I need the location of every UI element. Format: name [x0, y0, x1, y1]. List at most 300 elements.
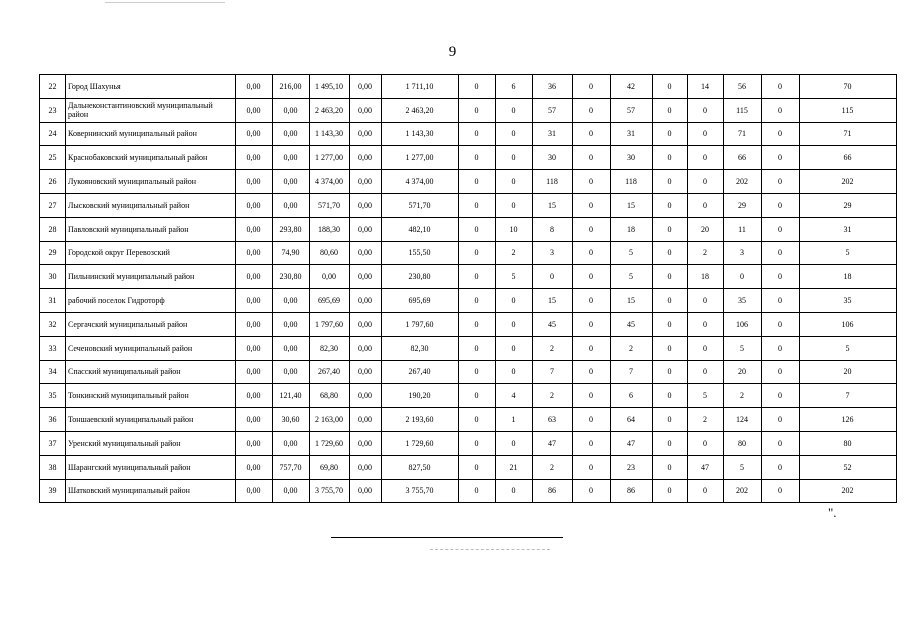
value-cell: 0 — [762, 408, 800, 432]
value-cell: 0 — [762, 75, 800, 99]
value-cell: 0 — [762, 265, 800, 289]
value-cell: 0 — [459, 360, 496, 384]
municipality-name-cell: Лукояновский муниципальный район — [66, 170, 236, 194]
value-cell: 3 — [533, 241, 573, 265]
value-cell: 0 — [688, 479, 724, 503]
value-cell: 0,00 — [350, 408, 382, 432]
value-cell: 216,00 — [273, 75, 310, 99]
row-number-cell: 38 — [40, 455, 66, 479]
value-cell: 571,70 — [382, 193, 459, 217]
value-cell: 20 — [688, 217, 724, 241]
value-cell: 0,00 — [236, 336, 273, 360]
value-cell: 0 — [762, 289, 800, 313]
value-cell: 0,00 — [350, 98, 382, 122]
table-row — [40, 479, 897, 503]
value-cell: 0 — [573, 146, 611, 170]
value-cell: 0 — [459, 336, 496, 360]
value-cell: 0 — [653, 193, 688, 217]
value-cell: 0 — [653, 336, 688, 360]
value-cell: 69,80 — [310, 455, 350, 479]
value-cell: 0 — [688, 431, 724, 455]
row-number-cell: 35 — [40, 384, 66, 408]
value-cell: 2 — [533, 455, 573, 479]
municipality-name-cell: Городской округ Перевозский — [66, 241, 236, 265]
value-cell: 4 — [496, 384, 533, 408]
value-cell: 0 — [459, 408, 496, 432]
value-cell: 115 — [800, 98, 897, 122]
scan-artifact-line — [430, 549, 550, 550]
value-cell: 0,00 — [236, 289, 273, 313]
value-cell: 0 — [496, 431, 533, 455]
value-cell: 2 463,20 — [382, 98, 459, 122]
value-cell: 0 — [688, 312, 724, 336]
value-cell: 2 — [533, 384, 573, 408]
value-cell: 30 — [533, 146, 573, 170]
value-cell: 21 — [496, 455, 533, 479]
value-cell: 0 — [573, 75, 611, 99]
value-cell: 0 — [688, 360, 724, 384]
value-cell: 267,40 — [310, 360, 350, 384]
value-cell: 0,00 — [350, 265, 382, 289]
value-cell: 0,00 — [350, 336, 382, 360]
value-cell: 0 — [496, 479, 533, 503]
value-cell: 2 — [688, 408, 724, 432]
value-cell: 0 — [724, 265, 762, 289]
municipality-name-cell: Тонкинский муниципальный район — [66, 384, 236, 408]
value-cell: 11 — [724, 217, 762, 241]
value-cell: 31 — [611, 122, 653, 146]
municipality-name-cell: Шарангский муниципальный район — [66, 455, 236, 479]
value-cell: 267,40 — [382, 360, 459, 384]
municipality-name-cell: Спасский муниципальный район — [66, 360, 236, 384]
value-cell: 0,00 — [350, 146, 382, 170]
value-cell: 23 — [611, 455, 653, 479]
value-cell: 0,00 — [236, 193, 273, 217]
table-body — [40, 75, 897, 503]
value-cell: 47 — [688, 455, 724, 479]
value-cell: 6 — [611, 384, 653, 408]
value-cell: 0 — [573, 193, 611, 217]
value-cell: 0,00 — [236, 455, 273, 479]
value-cell: 0,00 — [236, 360, 273, 384]
value-cell: 0 — [459, 122, 496, 146]
value-cell: 0 — [496, 193, 533, 217]
value-cell: 202 — [800, 479, 897, 503]
value-cell: 0,00 — [236, 431, 273, 455]
value-cell: 0,00 — [236, 217, 273, 241]
value-cell: 31 — [800, 217, 897, 241]
value-cell: 15 — [533, 193, 573, 217]
table-row — [40, 217, 897, 241]
value-cell: 0 — [653, 479, 688, 503]
value-cell: 80,60 — [310, 241, 350, 265]
value-cell: 0 — [762, 98, 800, 122]
value-cell: 0 — [762, 455, 800, 479]
value-cell: 0 — [762, 122, 800, 146]
value-cell: 0 — [459, 384, 496, 408]
value-cell: 0 — [573, 265, 611, 289]
value-cell: 0 — [573, 479, 611, 503]
value-cell: 0 — [496, 289, 533, 313]
value-cell: 0,00 — [236, 98, 273, 122]
data-table — [39, 74, 897, 503]
value-cell: 0 — [762, 360, 800, 384]
table-row — [40, 360, 897, 384]
value-cell: 0 — [653, 431, 688, 455]
table-row — [40, 122, 897, 146]
value-cell: 1 797,60 — [310, 312, 350, 336]
value-cell: 18 — [800, 265, 897, 289]
table-row — [40, 431, 897, 455]
value-cell: 190,20 — [382, 384, 459, 408]
value-cell: 230,80 — [273, 265, 310, 289]
value-cell: 0 — [496, 336, 533, 360]
value-cell: 0 — [762, 479, 800, 503]
value-cell: 0,00 — [273, 146, 310, 170]
table-row — [40, 384, 897, 408]
value-cell: 0 — [496, 122, 533, 146]
value-cell: 30,60 — [273, 408, 310, 432]
value-cell: 0 — [653, 241, 688, 265]
value-cell: 0 — [496, 312, 533, 336]
value-cell: 20 — [800, 360, 897, 384]
value-cell: 0,00 — [236, 408, 273, 432]
value-cell: 0 — [459, 241, 496, 265]
value-cell: 18 — [688, 265, 724, 289]
value-cell: 1 143,30 — [310, 122, 350, 146]
value-cell: 71 — [800, 122, 897, 146]
value-cell: 0 — [653, 312, 688, 336]
value-cell: 0,00 — [273, 289, 310, 313]
value-cell: 0 — [653, 146, 688, 170]
scan-artifact-line — [105, 2, 225, 3]
row-number-cell: 31 — [40, 289, 66, 313]
value-cell: 0,00 — [350, 431, 382, 455]
value-cell: 0,00 — [273, 122, 310, 146]
table-row — [40, 241, 897, 265]
value-cell: 0 — [762, 170, 800, 194]
value-cell: 7 — [611, 360, 653, 384]
value-cell: 1 277,00 — [310, 146, 350, 170]
value-cell: 124 — [724, 408, 762, 432]
table-row — [40, 408, 897, 432]
value-cell: 1 143,30 — [382, 122, 459, 146]
value-cell: 0 — [688, 193, 724, 217]
value-cell: 5 — [800, 241, 897, 265]
value-cell: 2 463,20 — [310, 98, 350, 122]
value-cell: 0,00 — [350, 360, 382, 384]
value-cell: 0 — [573, 241, 611, 265]
value-cell: 5 — [688, 384, 724, 408]
value-cell: 5 — [800, 336, 897, 360]
value-cell: 0,00 — [350, 479, 382, 503]
value-cell: 82,30 — [382, 336, 459, 360]
value-cell: 0 — [762, 193, 800, 217]
value-cell: 80 — [800, 431, 897, 455]
value-cell: 0 — [762, 431, 800, 455]
value-cell: 18 — [611, 217, 653, 241]
value-cell: 57 — [533, 98, 573, 122]
value-cell: 118 — [533, 170, 573, 194]
page-number: 9 — [448, 44, 457, 60]
municipality-name-cell: Краснобаковский муниципальный район — [66, 146, 236, 170]
value-cell: 106 — [800, 312, 897, 336]
value-cell: 0 — [762, 146, 800, 170]
value-cell: 0 — [688, 146, 724, 170]
value-cell: 0 — [653, 408, 688, 432]
value-cell: 126 — [800, 408, 897, 432]
municipality-name-cell: Пильнинский муниципальный район — [66, 265, 236, 289]
value-cell: 2 — [724, 384, 762, 408]
value-cell: 15 — [533, 289, 573, 313]
value-cell: 35 — [724, 289, 762, 313]
value-cell: 3 755,70 — [310, 479, 350, 503]
value-cell: 5 — [611, 241, 653, 265]
value-cell: 5 — [611, 265, 653, 289]
table-row — [40, 146, 897, 170]
value-cell: 0 — [573, 336, 611, 360]
row-number-cell: 33 — [40, 336, 66, 360]
table-row — [40, 98, 897, 122]
value-cell: 1 277,00 — [382, 146, 459, 170]
value-cell: 0,00 — [350, 241, 382, 265]
value-cell: 0 — [762, 384, 800, 408]
value-cell: 0 — [762, 312, 800, 336]
value-cell: 7 — [800, 384, 897, 408]
value-cell: 0 — [653, 122, 688, 146]
value-cell: 0 — [573, 289, 611, 313]
value-cell: 0,00 — [236, 75, 273, 99]
value-cell: 29 — [800, 193, 897, 217]
value-cell: 0,00 — [273, 170, 310, 194]
value-cell: 0 — [688, 170, 724, 194]
value-cell: 7 — [533, 360, 573, 384]
municipality-name-cell: Шатковский муниципальный район — [66, 479, 236, 503]
value-cell: 0,00 — [236, 265, 273, 289]
value-cell: 0 — [459, 479, 496, 503]
value-cell: 2 163,00 — [310, 408, 350, 432]
value-cell: 80 — [724, 431, 762, 455]
table-row — [40, 289, 897, 313]
value-cell: 0,00 — [236, 384, 273, 408]
value-cell: 45 — [611, 312, 653, 336]
value-cell: 0 — [459, 217, 496, 241]
value-cell: 0,00 — [236, 312, 273, 336]
value-cell: 0,00 — [273, 312, 310, 336]
value-cell: 0 — [573, 217, 611, 241]
value-cell: 0 — [459, 312, 496, 336]
value-cell: 29 — [724, 193, 762, 217]
value-cell: 2 — [611, 336, 653, 360]
value-cell: 0 — [762, 241, 800, 265]
value-cell: 1 729,60 — [310, 431, 350, 455]
value-cell: 0 — [653, 384, 688, 408]
row-number-cell: 29 — [40, 241, 66, 265]
value-cell: 0 — [496, 170, 533, 194]
row-number-cell: 22 — [40, 75, 66, 99]
value-cell: 0 — [459, 265, 496, 289]
value-cell: 0 — [653, 98, 688, 122]
value-cell: 0,00 — [273, 336, 310, 360]
value-cell: 827,50 — [382, 455, 459, 479]
value-cell: 10 — [496, 217, 533, 241]
value-cell: 0 — [573, 431, 611, 455]
value-cell: 14 — [688, 75, 724, 99]
row-number-cell: 23 — [40, 98, 66, 122]
table-row — [40, 455, 897, 479]
value-cell: 45 — [533, 312, 573, 336]
value-cell: 0 — [459, 98, 496, 122]
value-cell: 0 — [762, 217, 800, 241]
value-cell: 0,00 — [350, 455, 382, 479]
value-cell: 2 — [688, 241, 724, 265]
municipality-name-cell: Лысковский муниципальный район — [66, 193, 236, 217]
value-cell: 15 — [611, 193, 653, 217]
value-cell: 1 729,60 — [382, 431, 459, 455]
row-number-cell: 30 — [40, 265, 66, 289]
closing-quote: ". — [828, 505, 837, 520]
value-cell: 0 — [573, 312, 611, 336]
row-number-cell: 27 — [40, 193, 66, 217]
municipality-name-cell: Уренский муниципальный район — [66, 431, 236, 455]
value-cell: 202 — [724, 479, 762, 503]
value-cell: 35 — [800, 289, 897, 313]
value-cell: 4 374,00 — [382, 170, 459, 194]
municipality-name-cell: Город Шахунья — [66, 75, 236, 99]
value-cell: 571,70 — [310, 193, 350, 217]
value-cell: 0 — [573, 98, 611, 122]
value-cell: 0,00 — [350, 122, 382, 146]
value-cell: 30 — [611, 146, 653, 170]
value-cell: 155,50 — [382, 241, 459, 265]
municipality-name-cell: Дальнеконстантиновский муниципальный район — [66, 98, 236, 122]
row-number-cell: 25 — [40, 146, 66, 170]
value-cell: 202 — [724, 170, 762, 194]
value-cell: 2 — [496, 241, 533, 265]
row-number-cell: 26 — [40, 170, 66, 194]
table-row — [40, 170, 897, 194]
municipality-name-cell: Сергачский муниципальный район — [66, 312, 236, 336]
value-cell: 0 — [573, 360, 611, 384]
value-cell: 5 — [724, 455, 762, 479]
value-cell: 70 — [800, 75, 897, 99]
value-cell: 0,00 — [236, 170, 273, 194]
value-cell: 0 — [653, 265, 688, 289]
value-cell: 121,40 — [273, 384, 310, 408]
value-cell: 64 — [611, 408, 653, 432]
value-cell: 0,00 — [273, 479, 310, 503]
value-cell: 0 — [653, 75, 688, 99]
municipality-name-cell: Тоншаевский муниципальный район — [66, 408, 236, 432]
value-cell: 0 — [496, 360, 533, 384]
value-cell: 66 — [800, 146, 897, 170]
value-cell: 52 — [800, 455, 897, 479]
value-cell: 0,00 — [236, 241, 273, 265]
value-cell: 0 — [573, 122, 611, 146]
value-cell: 31 — [533, 122, 573, 146]
row-number-cell: 24 — [40, 122, 66, 146]
table-row — [40, 265, 897, 289]
municipality-name-cell: рабочий поселок Гидроторф — [66, 289, 236, 313]
value-cell: 202 — [800, 170, 897, 194]
value-cell: 0,00 — [350, 217, 382, 241]
value-cell: 0,00 — [350, 75, 382, 99]
value-cell: 66 — [724, 146, 762, 170]
value-cell: 0 — [459, 170, 496, 194]
value-cell: 0 — [653, 360, 688, 384]
value-cell: 0 — [573, 408, 611, 432]
row-number-cell: 34 — [40, 360, 66, 384]
value-cell: 0 — [688, 289, 724, 313]
value-cell: 4 374,00 — [310, 170, 350, 194]
table-row — [40, 193, 897, 217]
value-cell: 82,30 — [310, 336, 350, 360]
municipality-name-cell: Сеченовский муниципальный район — [66, 336, 236, 360]
value-cell: 0,00 — [273, 360, 310, 384]
value-cell: 0 — [459, 193, 496, 217]
value-cell: 0 — [496, 146, 533, 170]
value-cell: 47 — [533, 431, 573, 455]
row-number-cell: 39 — [40, 479, 66, 503]
value-cell: 68,80 — [310, 384, 350, 408]
value-cell: 0,00 — [273, 431, 310, 455]
value-cell: 482,10 — [382, 217, 459, 241]
value-cell: 188,30 — [310, 217, 350, 241]
value-cell: 86 — [611, 479, 653, 503]
value-cell: 0 — [533, 265, 573, 289]
value-cell: 0,00 — [236, 479, 273, 503]
value-cell: 757,70 — [273, 455, 310, 479]
value-cell: 0,00 — [350, 170, 382, 194]
value-cell: 0,00 — [310, 265, 350, 289]
value-cell: 0,00 — [236, 122, 273, 146]
value-cell: 42 — [611, 75, 653, 99]
value-cell: 0 — [762, 336, 800, 360]
value-cell: 0 — [496, 98, 533, 122]
table-row — [40, 336, 897, 360]
value-cell: 1 797,60 — [382, 312, 459, 336]
municipality-name-cell: Ковернинский муниципальный район — [66, 122, 236, 146]
value-cell: 0 — [688, 98, 724, 122]
value-cell: 1 — [496, 408, 533, 432]
value-cell: 106 — [724, 312, 762, 336]
value-cell: 0 — [459, 431, 496, 455]
value-cell: 8 — [533, 217, 573, 241]
value-cell: 6 — [496, 75, 533, 99]
value-cell: 0 — [688, 336, 724, 360]
value-cell: 2 193,60 — [382, 408, 459, 432]
value-cell: 36 — [533, 75, 573, 99]
value-cell: 1 711,10 — [382, 75, 459, 99]
separator-line — [331, 537, 563, 538]
value-cell: 0 — [653, 455, 688, 479]
value-cell: 20 — [724, 360, 762, 384]
value-cell: 3 755,70 — [382, 479, 459, 503]
value-cell: 86 — [533, 479, 573, 503]
municipality-name-cell: Павловский муниципальный район — [66, 217, 236, 241]
value-cell: 695,69 — [310, 289, 350, 313]
value-cell: 230,80 — [382, 265, 459, 289]
value-cell: 0,00 — [273, 98, 310, 122]
row-number-cell: 28 — [40, 217, 66, 241]
value-cell: 0,00 — [273, 193, 310, 217]
value-cell: 293,80 — [273, 217, 310, 241]
table-row — [40, 312, 897, 336]
table-row — [40, 75, 897, 99]
value-cell: 0 — [459, 289, 496, 313]
value-cell: 74,90 — [273, 241, 310, 265]
value-cell: 57 — [611, 98, 653, 122]
